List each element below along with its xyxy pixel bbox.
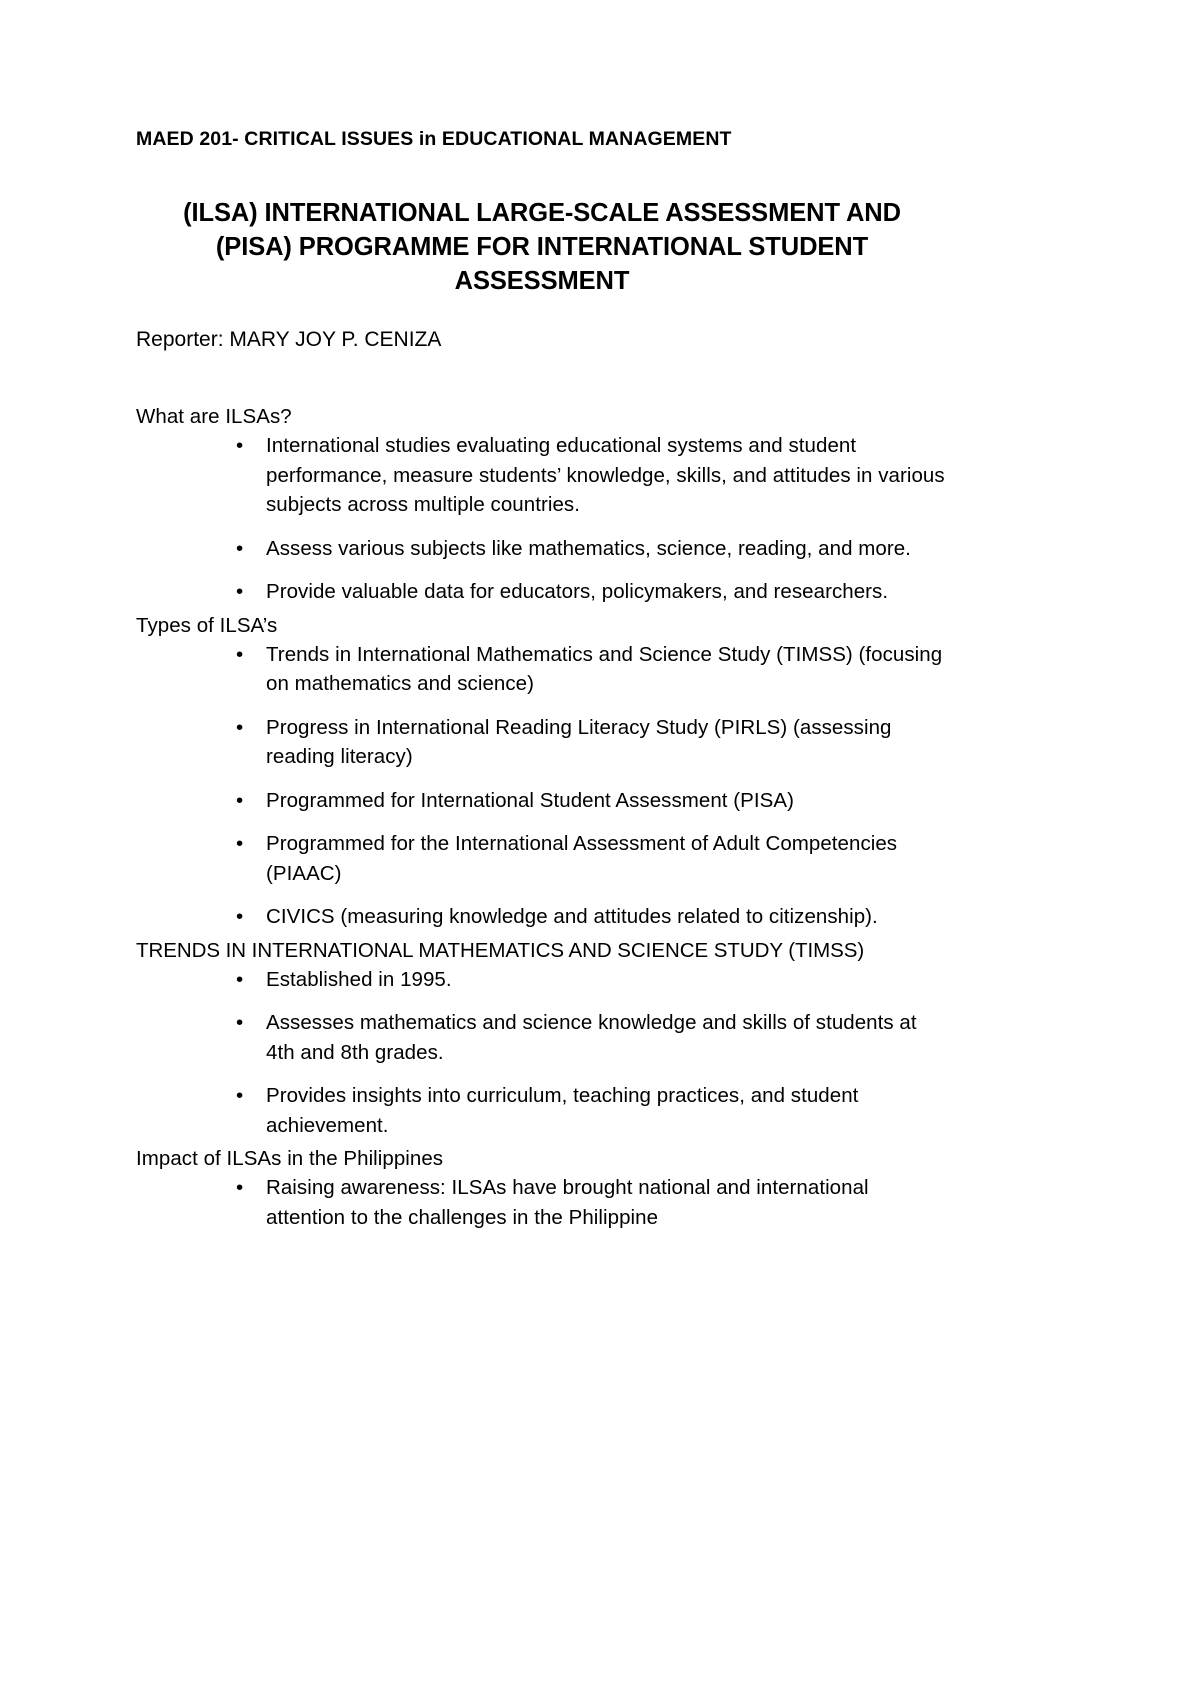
bullet-icon: • <box>236 788 244 812</box>
bullet-icon: • <box>236 642 244 666</box>
list-item <box>136 640 948 699</box>
list-item <box>136 902 948 932</box>
bullet-list-what-are-ilsas <box>136 431 948 607</box>
bullet-list-types-of-ilsas <box>136 640 948 932</box>
bullet-list-impact-philippines <box>136 1173 948 1232</box>
bullet-icon: • <box>236 1176 244 1199</box>
bullet-icon: • <box>236 967 244 991</box>
list-item-text: Programmed for International Student Assessment (PISA) <box>266 788 794 812</box>
list-item <box>136 534 948 564</box>
bullet-icon: • <box>236 580 244 603</box>
list-item-text: Provide valuable data for educators, policymakers, and researchers. <box>266 580 889 603</box>
list-item-text: International studies evaluating educational systems and student performance, measure students’ knowledge, skills, and attitudes in various subjects across multiple countries. <box>266 434 945 516</box>
list-item <box>136 1173 948 1232</box>
list-item-text: Raising awareness: ILSAs have brought national and international attention to the challenges in the Philippine <box>266 1176 869 1229</box>
reporter-line: Reporter: MARY JOY P. CENIZA <box>136 328 442 351</box>
spacer <box>136 152 948 196</box>
page-title: (ILSA) INTERNATIONAL LARGE-SCALE ASSESSMENT AND (PISA) PROGRAMME FOR INTERNATIONAL STUDENT ASSESSMENT <box>183 199 901 295</box>
list-item-text: Established in 1995. <box>266 967 452 991</box>
list-item-text: Provides insights into curriculum, teaching practices, and student achievement. <box>266 1084 859 1137</box>
list-item-text: Assesses mathematics and science knowledge and skills of students at 4th and 8th grades. <box>266 1011 917 1064</box>
course-header-line: MAED 201- CRITICAL ISSUES in EDUCATIONAL MANAGEMENT <box>136 128 732 150</box>
list-item <box>136 786 948 816</box>
bullet-list-timss <box>136 965 948 1141</box>
section-heading-impact-philippines: Impact of ILSAs in the Philippines <box>136 1147 444 1170</box>
list-item-text: Progress in International Reading Literacy Study (PIRLS) (assessing reading literacy) <box>266 715 892 768</box>
list-item-text: Assess various subjects like mathematics, science, reading, and more. <box>266 536 911 560</box>
section-heading-timss: TRENDS IN INTERNATIONAL MATHEMATICS AND SCIENCE STUDY (TIMSS) <box>136 938 865 962</box>
list-item-text: Trends in International Mathematics and Science Study (TIMSS) (focusing on mathematics and science) <box>266 642 943 695</box>
list-item <box>136 713 948 772</box>
bullet-icon: • <box>236 1011 244 1034</box>
list-item <box>136 1081 948 1140</box>
list-item <box>136 1008 948 1067</box>
list-item <box>136 431 948 520</box>
list-item <box>136 577 948 607</box>
bullet-icon: • <box>236 832 244 855</box>
section-heading-what-are-ilsas: What are ILSAs? <box>136 405 292 428</box>
document-body <box>136 126 948 1232</box>
list-item <box>136 965 948 995</box>
list-item-text: Programmed for the International Assessment of Adult Competencies (PIAAC) <box>266 832 898 885</box>
bullet-icon: • <box>236 1084 244 1107</box>
bullet-icon: • <box>236 434 244 457</box>
spacer <box>136 298 948 326</box>
bullet-icon: • <box>236 905 244 928</box>
spacer <box>136 354 948 402</box>
list-item-text: CIVICS (measuring knowledge and attitudes related to citizenship). <box>266 905 878 928</box>
bullet-icon: • <box>236 715 244 739</box>
bullet-icon: • <box>236 536 244 560</box>
list-item <box>136 829 948 888</box>
section-heading-types-of-ilsas: Types of ILSA’s <box>136 613 278 637</box>
